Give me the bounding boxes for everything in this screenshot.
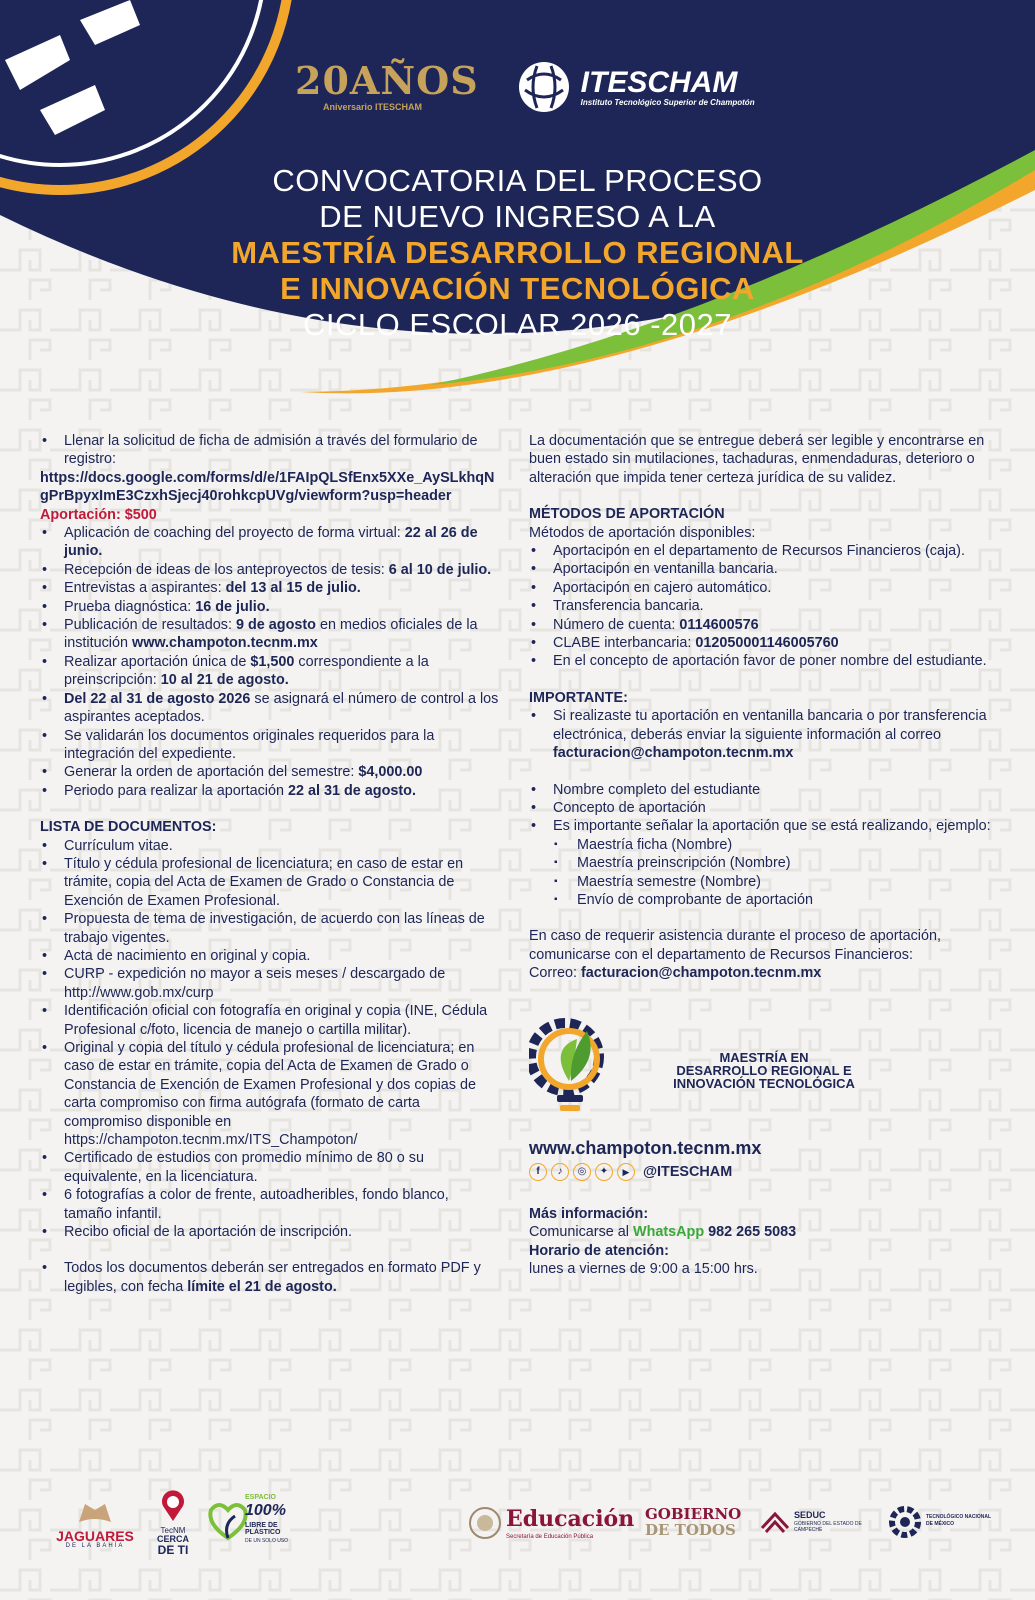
document-item: • Certificado de estudios con promedio mínimo de 80 o su equivalente, en la licenciatura.	[40, 1149, 500, 1186]
jaguares-logo: JAGUARES DE LA BAHÍA	[50, 1498, 140, 1549]
sub-item: ▪ Envío de comprobante de aportación	[529, 891, 999, 909]
methods-heading: MÉTODOS DE APORTACIÓN	[529, 506, 725, 523]
gobierno-logo: GOBIERNO DE TODOS	[645, 1505, 742, 1539]
list-item: • Aplicación de coaching del proyecto de forma virtual: 22 al 26 de junio.	[40, 524, 500, 561]
youtube-icon[interactable]: ▶	[617, 1163, 635, 1181]
list-item: • Nombre completo del estudiante	[529, 781, 999, 799]
document-item: • CURP - expedición no mayor a seis meses / descargado de http://www.gob.mx/curp	[40, 965, 500, 1002]
intro-text: La documentación que se entregue deberá ser legible y encontrarse en buen estado sin mutilaciones, tachaduras, enmendaduras, deterioro o alteración que impida tener certeza jurídica de su validez.	[529, 433, 985, 486]
assistance-text: En caso de requerir asistencia durante el proceso de aportación, comunicarse con el departamento de Recursos Financieros:	[529, 928, 941, 963]
phone-number[interactable]: 982 265 5083	[704, 1224, 797, 1241]
method-item: • Número de cuenta: 0114600576	[529, 616, 999, 634]
tecnm-logo: TECNOLÓGICO NACIONAL DE MÉXICO	[888, 1502, 998, 1546]
list-item: • Entrevistas a aspirantes: del 13 al 15 de julio.	[40, 579, 500, 597]
list-item: • Publicación de resultados: 9 de agosto en medios oficiales de la institución www.champoton.tecnm.mx	[40, 616, 500, 653]
institution-full: Instituto Tecnológico Superior de Champotón	[580, 97, 755, 107]
important-heading: IMPORTANTE:	[529, 689, 628, 706]
title-line-1: CONVOCATORIA DEL PROCESO	[272, 163, 763, 198]
globe-icon	[517, 60, 571, 114]
document-item: • Propuesta de tema de investigación, de acuerdo con las líneas de trabajo vigentes.	[40, 910, 500, 947]
method-item: • En el concepto de aportación favor de poner nombre del estudiante.	[529, 652, 999, 670]
aportacion-amount: Aportación: $500	[40, 506, 157, 523]
brand-logos	[295, 52, 755, 122]
gear-icon	[888, 1502, 922, 1542]
list-item: • Concepto de aportación	[529, 799, 999, 817]
itescham-logo	[517, 60, 755, 114]
email-line: Correo: facturacion@champoton.tecnm.mx	[529, 965, 822, 982]
tiktok-icon[interactable]: ♪	[551, 1163, 569, 1181]
social-handle: @ITESCHAM	[643, 1163, 733, 1180]
social-row	[529, 1163, 999, 1181]
sub-item: ▪ Maestría preinscripción (Nombre)	[529, 854, 999, 872]
schedule-text: lunes a viernes de 9:00 a 15:00 hrs.	[529, 1261, 758, 1278]
lightbulb-gear-icon	[529, 1009, 619, 1129]
email-link[interactable]: facturacion@champoton.tecnm.mx	[553, 745, 794, 762]
list-item: • Prueba diagnóstica: 16 de julio.	[40, 598, 500, 616]
instagram-icon[interactable]: ◎	[573, 1163, 591, 1181]
program-logo	[529, 1009, 999, 1129]
method-item: • Aportacipón en el departamento de Recursos Financieros (caja).	[529, 542, 999, 560]
form-link[interactable]: https://docs.google.com/forms/d/e/1FAIpQLSfEnx5XXe_AySLkhqNgPrBpyxImE3CzxhSjecj40rohkcpUVg/viewform?usp=header	[40, 469, 495, 505]
document-item: • Acta de nacimiento en original y copia.	[40, 947, 500, 965]
anniversary-number: 20	[295, 58, 350, 103]
list-item: • Llenar la solicitud de ficha de admisión a través del formulario de registro:	[40, 432, 500, 469]
method-item: • Transferencia bancaria.	[529, 597, 999, 615]
method-item: • CLABE interbancaria: 012050001146005760	[529, 634, 999, 652]
footer-logos	[0, 1490, 1035, 1560]
document-item: • Identificación oficial con fotografía en original y copia (INE, Cédula Profesional c/foto, licencia de manejo o cartilla militar).	[40, 1002, 500, 1039]
program-name-line: MAESTRÍA EN	[719, 1049, 809, 1065]
website-link[interactable]: www.champoton.tecnm.mx	[529, 1137, 762, 1158]
list-item: • Del 22 al 31 de agosto 2026 se asignará el número de control a los aspirantes aceptados.	[40, 690, 500, 727]
document-item: • Recibo oficial de la aportación de inscripción.	[40, 1223, 500, 1241]
list-item: • Se validarán los documentos originales requeridos para la integración del expediente.	[40, 727, 500, 764]
document-item: • Original y copia del título y cédula profesional de licenciatura; en caso de estar en trámite, copia del Acta de Examen de Grado o Constancia de Exención de Examen Profesional y dos copias de carta compromiso con firma autógrafa (formato de carta compromiso disponible en https://champoton.tecnm.mx/ITS_Champoton/	[40, 1039, 500, 1149]
title-line-3: MAESTRÍA DESARROLLO REGIONAL	[231, 235, 804, 270]
anniversary-word: AÑOS	[349, 58, 479, 103]
right-column	[529, 432, 999, 1279]
schedule-heading: Horario de atención:	[529, 1242, 669, 1259]
seduc-icon	[760, 1508, 790, 1538]
anniversary-caption: Aniversario ITESCHAM	[323, 102, 423, 112]
seal-icon	[468, 1506, 502, 1540]
title-line-4: E INNOVACIÓN TECNOLÓGICA	[280, 271, 755, 306]
documents-heading: LISTA DE DOCUMENTOS:	[40, 819, 217, 836]
educacion-logo: Educación Secretaría de Educación Pública	[468, 1506, 628, 1546]
list-item: • Es importante señalar la aportación que se está realizando, ejemplo:	[529, 817, 999, 835]
title-line-2: DE NUEVO INGRESO A LA	[319, 199, 716, 234]
list-item: • Realizar aportación única de $1,500 correspondiente a la preinscripción: 10 al 21 de agosto.	[40, 653, 500, 690]
list-item: • Si realizaste tu aportación en ventanilla bancaria o por transferencia electrónica, deberás enviar la siguiente información al correo facturacion@champoton.tecnm.mx	[529, 707, 999, 762]
website-link[interactable]: www.champoton.tecnm.mx	[132, 635, 318, 652]
document-item: • Título y cédula profesional de licenciatura; en caso de estar en trámite, copia del Acta de Examen de Grado o Constancia de Exención de Examen Profesional.	[40, 855, 500, 910]
document-item: • 6 fotografías a color de frente, autoadheribles, fondo blanco, tamaño infantil.	[40, 1186, 500, 1223]
sub-item: ▪ Maestría ficha (Nombre)	[529, 836, 999, 854]
document-item: • Currículum vitae.	[40, 837, 500, 855]
list-item: • Recepción de ideas de los anteproyectos de tesis: 6 al 10 de julio.	[40, 561, 500, 579]
twitter-icon[interactable]: ✦	[595, 1163, 613, 1181]
plastic-free-logo: ESPACIO 100% LIBRE DE PLÁSTICO DE UN SOLO USO	[205, 1494, 295, 1546]
methods-subheading: Métodos de aportación disponibles:	[529, 524, 756, 541]
list-item: • Todos los documentos deberán ser entregados en formato PDF y legibles, con fecha límite el 21 de agosto.	[40, 1259, 500, 1296]
jaguar-icon	[75, 1498, 115, 1524]
whatsapp-link[interactable]: WhatsApp	[632, 1224, 705, 1241]
page-title	[0, 163, 1035, 343]
method-item: • Aportacipón en cajero automático.	[529, 579, 999, 597]
cerca-de-ti-logo: TecNM CERCA DE TI	[150, 1490, 196, 1556]
clabe-number: 012050001146005760	[695, 635, 839, 652]
account-number: 0114600576	[679, 616, 759, 633]
facebook-icon[interactable]: f	[529, 1163, 547, 1181]
list-item: • Periodo para realizar la aportación 22 al 31 de agosto.	[40, 782, 500, 800]
anniversary-logo	[295, 58, 479, 112]
institution-short: ITESCHAM	[580, 65, 738, 99]
title-line-5: CICLO ESCOLAR 2026 -2027	[303, 307, 732, 342]
left-column	[40, 432, 500, 1296]
email-link[interactable]: facturacion@champoton.tecnm.mx	[580, 965, 822, 982]
program-name-line: INNOVACIÓN TECNOLÓGICA	[673, 1075, 855, 1091]
sub-item: ▪ Maestría semestre (Nombre)	[529, 873, 999, 891]
program-name-line: DESARROLLO REGIONAL E	[676, 1062, 852, 1078]
method-item: • Aportacipón en ventanilla bancaria.	[529, 560, 999, 578]
more-info-heading: Más información:	[529, 1205, 649, 1222]
contact-line: Comunicarse al WhatsApp 982 265 5083	[529, 1224, 797, 1241]
seduc-logo: SEDUC GOBIERNO DEL ESTADO DE CAMPECHE	[760, 1508, 880, 1542]
list-item: • Generar la orden de aportación del semestre: $4,000.00	[40, 763, 500, 781]
location-pin-icon	[159, 1490, 187, 1522]
